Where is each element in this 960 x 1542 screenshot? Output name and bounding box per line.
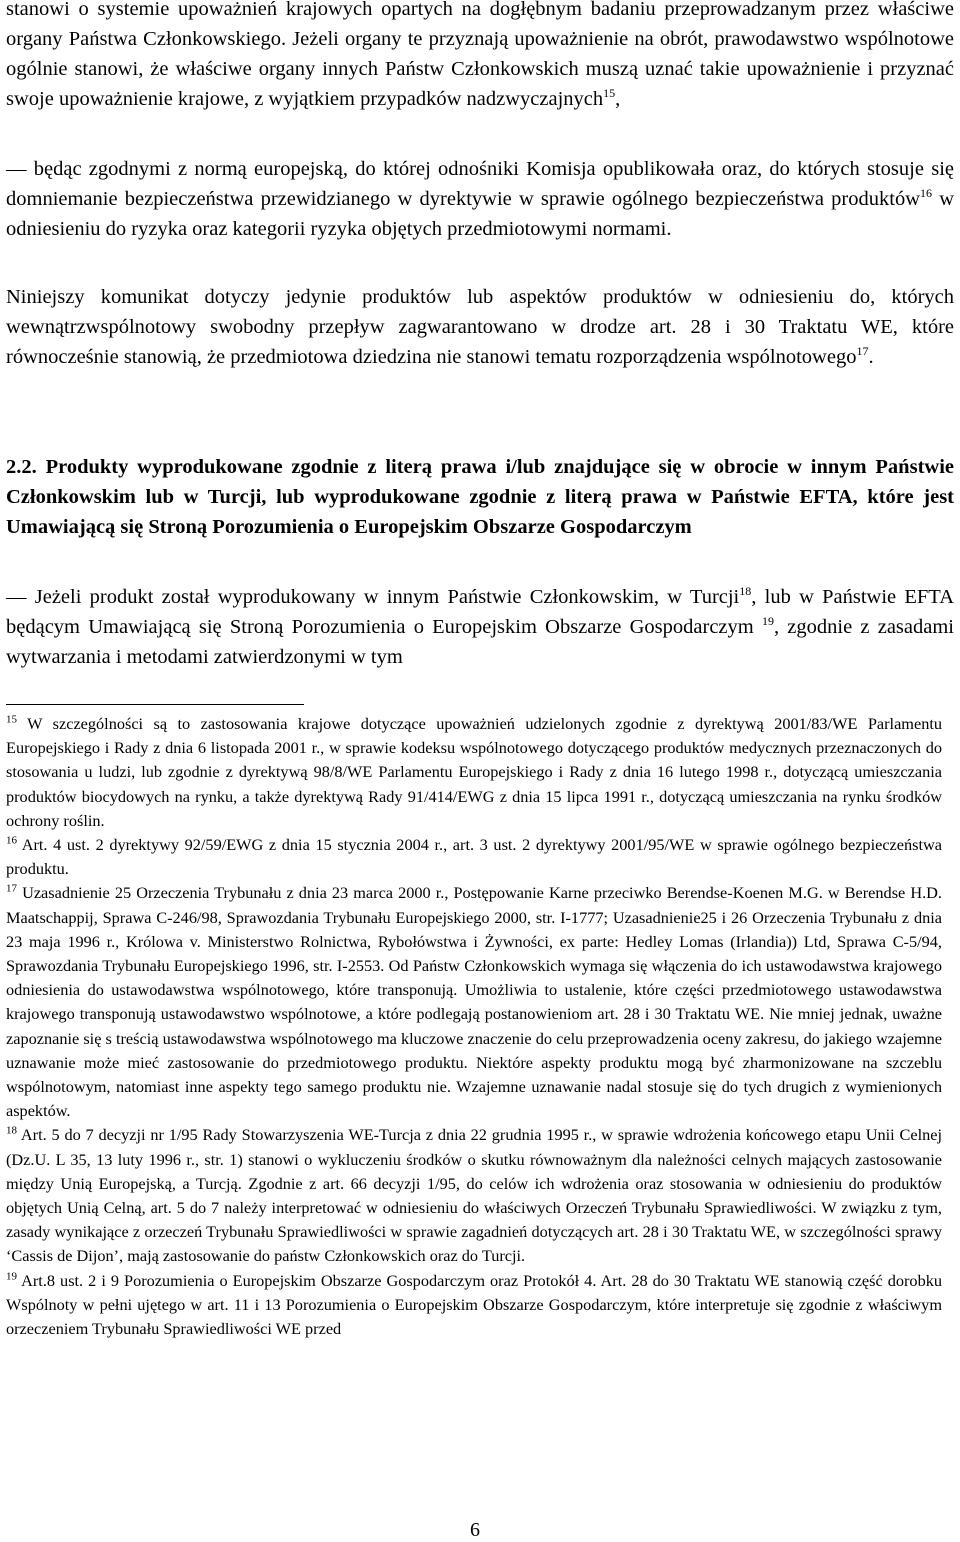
footnote-17	[0, 881, 948, 1123]
footnote-ref-18[interactable]: 18	[739, 584, 752, 599]
paragraph-4-text-a: — Jeżeli produkt został wyprodukowany w innym Państwie Członkowskim, w Turcji	[6, 586, 740, 608]
page-number: 6	[470, 1519, 480, 1541]
footnote-text: Art. 4 ust. 2 dyrektywy 92/59/EWG z dnia 15 stycznia 2004 r., art. 3 ust. 2 dyrektywy 2001/95/WE w sprawie ogólnego bezpieczeństwa produktu.	[6, 835, 942, 879]
footnote-text: W szczególności są to zastosowania krajowe dotyczące upoważnień udzielonych zgodnie z dyrektywą 2001/83/WE Parlamentu Europejskiego i Rady z dnia 6 listopada 2001 r., w sprawie kodeksu wspólnotowego dotyczącego produktów medycznych przeznaczonych do stosowania u ludzi, lub zgodnie z dyrektywą 98/8/WE Parlamentu Europejskiego i Rady z dnia 16 lutego 1998 r., dotyczącą umieszczania produktów biocydowych na rynku, a także dyrektywą Rady 91/414/EWG z dnia 15 lipca 1991 r., dotyczącą umieszczania na rynku środków ochrony roślin.	[6, 714, 942, 830]
paragraph-2	[0, 154, 960, 244]
footnotes	[0, 712, 948, 1341]
paragraph-1	[0, 0, 960, 114]
footnote-text: Uzasadnienie 25 Orzeczenia Trybunału z dnia 23 marca 2000 r., Postępowanie Karne przeciwko Berendse-Koenen M.G. w Berendse H.D. Maatschappij, Sprawa C-246/98, Sprawozdania Trybunału Europejskiego 2000, str. I-1777; Uzasadnienie25 i 26 Orzeczenia Trybunału z dnia 23 maja 1996 r., Królowa v. Ministerstwo Rolnictwa, Rybołówstwa i Żywności, ex parte: Hedley Lomas (Irlandia)) Ltd, Sprawa C-5/94, Sprawozdania Trybunału Europejskiego 1996, str. I-2553. Od Państw Członkowskich wymaga się włączenia do ich ustawodawstwa krajowego odniesienia do ustawodawstwa wspólnotowego, które transponują. Umożliwia to ustalenie, które części przedmiotowego ustawodawstwa krajowego transponują ustawodawstwo wspólnotowe, a które podlegają postanowieniom art. 28 i 30 Traktatu WE. Nie mniej jednak, uważne zapoznanie się s treścią ustawodawstwa wspólnotowego ma kluczowe znaczenie do celu przeprowadzenia oceny zakresu, do jakiego wzajemne uznawanie może mieć zastosowanie do przedmiotowego produktu. Niektóre aspekty produktu mogą być zharmonizowane na szczeblu wspólnotowym, natomiast inne aspekty tego samego produktu nie. Wzajemne uznawanie nadal stosuje się do tych drugich z wymienionych aspektów.	[6, 883, 942, 1121]
footnote-text: Art.8 ust. 2 i 9 Porozumienia o Europejskim Obszarze Gospodarczym oraz Protokół 4. Art. 28 do 30 Traktatu WE stanowią część dorobku Wspólnoty w pełni ujętego w art. 11 i 13 Porozumienia o Europejskim Obszarze Gospodarczym, które interpretuje się zgodnie z właściwym orzeczeniem Trybunału Sprawiedliwości WE przed	[6, 1270, 942, 1339]
footnote-19	[0, 1269, 948, 1342]
footnote-number: 16	[6, 834, 17, 847]
section-heading-2-2: 2.2. Produkty wyprodukowane zgodnie z literą prawa i/lub znajdujące się w obrocie w innym Państwie Członkowskim lub w Turcji, lub wyprodukowane zgodnie z literą prawa w Państwie EFTA, które jest Umawiającą się Stroną Porozumienia o Europejskim Obszarze Gospodarczym	[6, 456, 954, 538]
footnote-number: 17	[6, 883, 17, 895]
footnote-text: Art. 5 do 7 decyzji nr 1/95 Rady Stowarzyszenia WE-Turcja z dnia 22 grudnia 1995 r., w sprawie wdrożenia końcowego etapu Unii Celnej (Dz.U. L 35, 13 luty 1996 r., str. 1) stanowi o wykluczeniu środków o skutku równoważnym dla należności celnych mających zastosowanie między Unią Europejską, a Turcją. Zgodnie z art. 66 decyzji 1/95, do celów ich wdrożenia oraz stosowania w odniesieniu do produktów objętych Unią Celną, art. 5 do 7 należy interpretować w odniesieniu do właściwych Orzeczeń Trybunału Sprawiedliwości. W związku z tym, zasady wynikające z orzeczeń Trybunału Sprawiedliwości w sprawie zagadnień dotyczących art. 28 i 30 Traktatu WE, w szczególności sprawy ‘Cassis de Dijon’, mają zastosowanie do państw Członkowskich oraz do Turcji.	[6, 1125, 942, 1266]
paragraph-4-text-b: , lub w Państwie EFTA będącym Umawiającą się Stroną Porozumienia o Europejskim Obszarze Gospodarczym	[6, 586, 954, 638]
paragraph-2-text-b: w odniesieniu do ryzyka oraz kategorii ryzyka objętych przedmiotowymi normami.	[6, 188, 954, 240]
paragraph-3-text: Niniejszy komunikat dotyczy jedynie produktów lub aspektów produktów w odniesieniu do, których wewnątrzwspólnotowy swobodny przepływ zagwarantowano w drodze art. 28 i 30 Traktatu WE, które równocześnie stanowią, że przedmiotowa dziedzina nie stanowi tematu rozporządzenia wspólnotowego	[6, 286, 954, 368]
footnote-number: 19	[6, 1270, 17, 1283]
footnote-ref-15[interactable]: 15	[603, 86, 616, 101]
footnote-ref-16[interactable]: 16	[920, 186, 932, 201]
footnote-number: 18	[6, 1125, 17, 1138]
paragraph-4-text-c: , zgodnie z zasadami wytwarzania i metodami zatwierdzonymi w tym	[6, 616, 954, 668]
paragraph-1-end: ,	[615, 88, 621, 110]
footnote-ref-17[interactable]: 17	[856, 344, 869, 359]
paragraph-4	[0, 582, 960, 672]
paragraph-2-text-a: — będąc zgodnymi z normą europejską, do której odnośniki Komisja opublikowała oraz, do których stosuje się domniemanie bezpieczeństwa przewidzianego w dyrektywie w sprawie ogólnego bezpieczeństwa produktów	[6, 158, 954, 210]
footnote-15	[0, 712, 948, 833]
footnote-ref-19[interactable]: 19	[761, 614, 774, 629]
footnote-separator	[6, 704, 304, 705]
paragraph-1-text: stanowi o systemie upoważnień krajowych opartych na dogłębnym badaniu przeprowadzanym przez właściwe organy Państwa Członkowskiego. Jeżeli organy te przyznają upoważnienie na obrót, prawodawstwo wspólnotowe ogólnie stanowi, że właściwe organy innych Państw Członkowskich muszą uznać takie upoważnienie i przyznać swoje upoważnienie krajowe, z wyjątkiem przypadków nadzwyczajnych	[6, 0, 954, 110]
footnote-number: 15	[6, 713, 17, 726]
footnote-16	[0, 833, 948, 881]
paragraph-3	[0, 282, 960, 372]
paragraph-3-end: .	[868, 346, 874, 368]
footnote-18	[0, 1123, 948, 1268]
